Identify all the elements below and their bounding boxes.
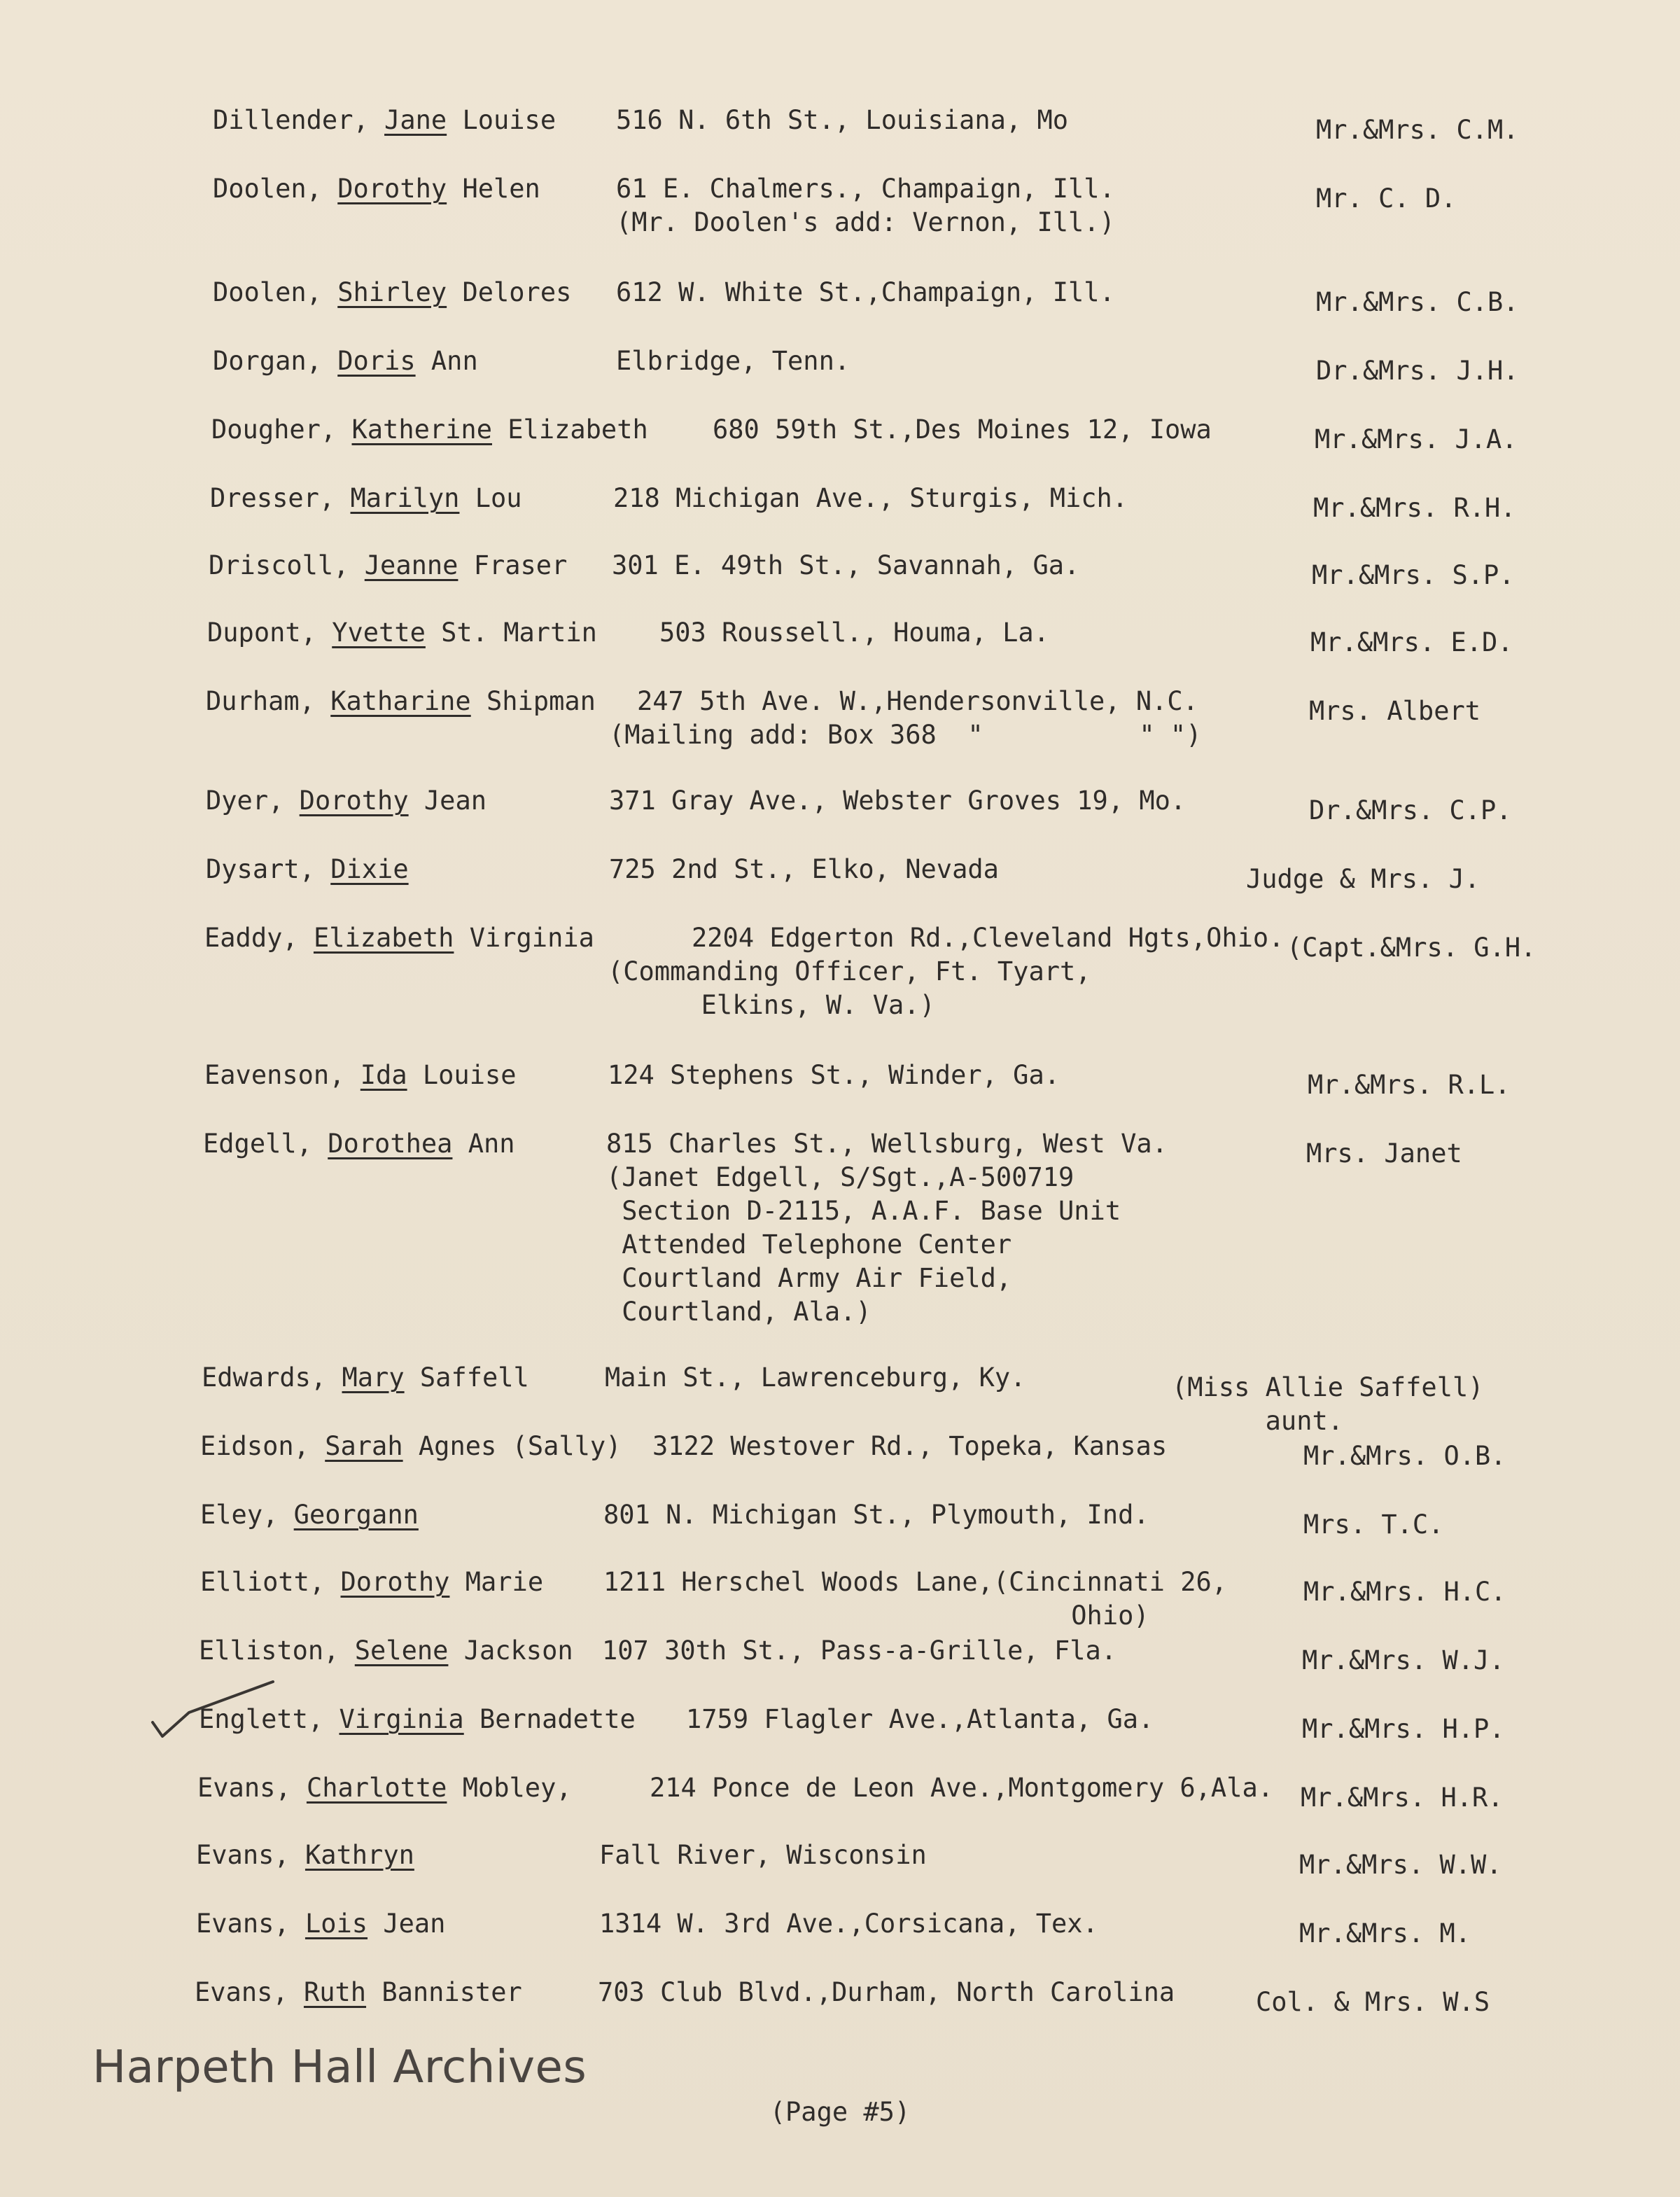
first-name: Charlotte — [306, 1773, 447, 1803]
parent-line: Mrs. T.C. — [1303, 1509, 1444, 1540]
address-line: 301 E. 49th St., Savannah, Ga. — [612, 550, 1080, 580]
parent-line: aunt. — [1172, 1406, 1344, 1436]
parents — [1299, 1848, 1502, 1882]
parent-line: Col. & Mrs. W.S — [1256, 1987, 1490, 2017]
student-name — [200, 1430, 621, 1463]
student-name — [213, 104, 556, 137]
parents — [1309, 794, 1512, 828]
address-line: (Mailing add: Box 368 " " ") — [609, 720, 1202, 750]
student-name — [196, 1839, 414, 1872]
first-name: Ida — [360, 1060, 407, 1090]
first-name: Jeanne — [364, 550, 458, 580]
middle-name: Louise — [462, 105, 556, 135]
parents — [1316, 286, 1519, 319]
address — [599, 1839, 927, 1872]
surname: Driscoll, — [209, 550, 349, 580]
first-name: Dorothy — [299, 786, 409, 816]
first-name: Shirley — [337, 277, 447, 307]
parent-line: (Miss Allie Saffell) — [1172, 1372, 1484, 1402]
surname: Eley, — [200, 1500, 279, 1530]
first-name: Dorothy — [337, 174, 447, 204]
first-name: Selene — [354, 1635, 449, 1666]
address — [613, 482, 1128, 515]
parents — [1310, 626, 1513, 660]
address-line: 214 Ponce de Leon Ave.,Montgomery 6,Ala. — [650, 1773, 1274, 1803]
address — [603, 1565, 1227, 1633]
student-name — [213, 344, 478, 378]
parent-line: Judge & Mrs. J. — [1246, 864, 1480, 894]
first-name: Virginia — [339, 1704, 464, 1734]
address-line: 516 N. 6th St., Louisiana, Mo — [616, 105, 1069, 135]
middle-name: Ann — [468, 1129, 515, 1159]
first-name: Dorothy — [340, 1567, 450, 1597]
first-name: Katharine — [330, 686, 471, 716]
parents — [1303, 1439, 1506, 1473]
first-name: Dixie — [330, 854, 409, 884]
middle-name: Shipman — [486, 686, 596, 716]
surname: Eaddy, — [204, 923, 298, 953]
address — [652, 1430, 1167, 1463]
address — [602, 1634, 1116, 1668]
address-line: 680 59th St.,Des Moines 12, Iowa — [713, 414, 1212, 445]
address — [603, 1498, 1149, 1532]
address — [616, 172, 1115, 239]
address — [659, 616, 1049, 650]
parents — [1299, 1917, 1471, 1951]
parent-line: Mr.&Mrs. W.W. — [1299, 1850, 1502, 1880]
parents — [1309, 695, 1480, 728]
address-line: 107 30th St., Pass-a-Grille, Fla. — [602, 1635, 1117, 1666]
surname: Eavenson, — [204, 1060, 345, 1090]
student-name — [202, 1361, 529, 1395]
address — [609, 784, 1186, 818]
student-name — [211, 413, 648, 447]
middle-name: Marie — [465, 1567, 544, 1597]
first-name: Ruth — [303, 1977, 367, 2007]
middle-name: Ann — [430, 346, 478, 376]
surname: Dorgan, — [213, 346, 322, 376]
address-line: Elkins, W. Va.) — [608, 990, 935, 1020]
page-number: (Page #5) — [769, 2097, 911, 2127]
address-line: 703 Club Blvd.,Durham, North Carolina — [598, 1977, 1175, 2007]
surname: Evans, — [196, 1909, 290, 1939]
surname: Dysart, — [206, 854, 315, 884]
parents — [1316, 113, 1519, 147]
surname: Edgell, — [203, 1129, 312, 1159]
surname: Dougher, — [211, 414, 337, 445]
parents — [1172, 1371, 1484, 1438]
student-name — [210, 482, 522, 515]
parent-line: Mr.&Mrs. S.P. — [1312, 560, 1515, 590]
parent-line: Mr.&Mrs. E.D. — [1310, 627, 1513, 657]
address — [616, 104, 1068, 137]
address-line: 124 Stephens St., Winder, Ga. — [608, 1060, 1060, 1090]
address — [609, 853, 999, 886]
first-name: Yvette — [332, 618, 426, 648]
student-name — [200, 1498, 419, 1532]
middle-name: Bernadette — [479, 1704, 636, 1734]
parents — [1315, 423, 1518, 456]
address-line: Fall River, Wisconsin — [599, 1840, 927, 1870]
parent-line: Dr.&Mrs. C.P. — [1309, 795, 1512, 825]
address-line: 61 E. Chalmers., Champaign, Ill. — [616, 174, 1115, 204]
address-line: Section D-2115, A.A.F. Base Unit — [606, 1196, 1121, 1226]
middle-name: Saffell — [419, 1362, 529, 1393]
student-name — [200, 1565, 543, 1599]
address-line: 3122 Westover Rd., Topeka, Kansas — [652, 1431, 1168, 1461]
student-name — [206, 784, 486, 818]
first-name: Georgann — [293, 1500, 419, 1530]
middle-name: Louise — [422, 1060, 517, 1090]
student-name — [197, 1771, 572, 1805]
middle-name: Elizabeth — [507, 414, 648, 445]
middle-name: Helen — [462, 174, 540, 204]
parent-line: Mr.&Mrs. W.J. — [1302, 1645, 1505, 1675]
first-name: Sarah — [325, 1431, 403, 1461]
student-name — [204, 1059, 517, 1092]
address — [598, 1976, 1175, 2009]
surname: Durham, — [206, 686, 315, 716]
parents — [1302, 1644, 1505, 1678]
parents — [1287, 931, 1536, 965]
student-name — [213, 276, 571, 309]
address-line: 725 2nd St., Elko, Nevada — [609, 854, 999, 884]
surname: Dresser, — [210, 483, 335, 513]
address — [605, 1361, 1026, 1395]
parents — [1313, 491, 1516, 525]
parent-line: Mr.&Mrs. R.H. — [1313, 493, 1516, 523]
middle-name: Bannister — [382, 1977, 522, 2007]
address-line: 801 N. Michigan St., Plymouth, Ind. — [603, 1500, 1149, 1530]
parent-line: Mr.&Mrs. C.M. — [1316, 115, 1519, 145]
address-line: Attended Telephone Center — [606, 1229, 1012, 1260]
student-name — [196, 1907, 445, 1941]
address-line: (Commanding Officer, Ft. Tyart, — [608, 956, 1091, 986]
address — [606, 1127, 1168, 1329]
address-line: 1759 Flagler Ave.,Atlanta, Ga. — [686, 1704, 1154, 1734]
parents — [1306, 1137, 1462, 1171]
surname: Evans, — [197, 1773, 291, 1803]
middle-name: Lou — [475, 483, 522, 513]
address-line: (Mr. Doolen's add: Vernon, Ill.) — [616, 207, 1115, 237]
parent-line: Mrs. Albert — [1309, 696, 1481, 726]
student-name — [207, 616, 597, 650]
middle-name: Fraser — [473, 550, 568, 580]
surname: Elliston, — [199, 1635, 340, 1666]
surname: Edwards, — [202, 1362, 327, 1393]
first-name: Lois — [304, 1909, 368, 1939]
first-name: Kathryn — [304, 1840, 414, 1870]
parent-line: Mr.&Mrs. H.R. — [1301, 1783, 1504, 1813]
parent-line: Mrs. Janet — [1306, 1138, 1462, 1169]
middle-name: Agnes (Sally) — [418, 1431, 622, 1461]
surname: Dyer, — [206, 786, 284, 816]
first-name: Dorothea — [328, 1129, 453, 1159]
parent-line: Mr.&Mrs. M. — [1299, 1918, 1471, 1948]
first-name: Katherine — [351, 414, 492, 445]
address — [686, 1703, 1154, 1736]
surname: Doolen, — [213, 174, 322, 204]
parents — [1302, 1713, 1505, 1746]
address-line: (Janet Edgell, S/Sgt.,A-500719 — [606, 1162, 1074, 1192]
parents — [1308, 1068, 1511, 1102]
parent-line: (Capt.&Mrs. G.H. — [1287, 933, 1536, 963]
parent-line: Mr. C. D. — [1316, 183, 1457, 214]
parents — [1316, 182, 1456, 216]
address-line: 612 W. White St.,Champaign, Ill. — [616, 277, 1115, 307]
address-line: 371 Gray Ave., Webster Groves 19, Mo. — [609, 786, 1186, 816]
address — [612, 549, 1079, 583]
parent-line: Mr.&Mrs. J.A. — [1315, 424, 1518, 454]
address — [713, 413, 1212, 447]
parent-line: Mr.&Mrs. H.C. — [1303, 1577, 1506, 1607]
surname: Evans, — [196, 1840, 290, 1870]
address — [616, 344, 850, 378]
parents — [1316, 354, 1519, 388]
student-name — [199, 1634, 573, 1668]
address-line: Elbridge, Tenn. — [616, 346, 850, 376]
address-line: 218 Michigan Ave., Sturgis, Mich. — [613, 483, 1128, 513]
student-name — [206, 853, 409, 886]
address — [616, 276, 1115, 309]
surname: Dillender, — [213, 105, 369, 135]
address-line: Courtland, Ala.) — [606, 1297, 872, 1327]
middle-name: Jean — [383, 1909, 446, 1939]
first-name: Mary — [342, 1362, 405, 1393]
address-line: Courtland Army Air Field, — [606, 1263, 1012, 1293]
student-name — [206, 685, 596, 718]
parents — [1303, 1508, 1443, 1542]
address — [608, 921, 1284, 1022]
address — [650, 1771, 1273, 1805]
first-name: Jane — [384, 105, 447, 135]
address-line: 815 Charles St., Wellsburg, West Va. — [606, 1129, 1168, 1159]
first-name: Marilyn — [350, 483, 460, 513]
student-name — [213, 172, 540, 206]
parents — [1301, 1781, 1504, 1815]
surname: Eidson, — [200, 1431, 309, 1461]
parent-line: Mr.&Mrs. R.L. — [1308, 1070, 1511, 1100]
surname: Doolen, — [213, 277, 322, 307]
first-name: Elizabeth — [313, 923, 454, 953]
student-name — [203, 1127, 515, 1161]
address — [599, 1907, 1098, 1941]
middle-name: Virginia — [469, 923, 594, 953]
parents — [1246, 863, 1480, 896]
parent-line: Mr.&Mrs. O.B. — [1303, 1441, 1506, 1471]
archive-watermark: Harpeth Hall Archives — [92, 2042, 587, 2093]
parent-line: Mr.&Mrs. C.B. — [1316, 287, 1519, 317]
student-name — [209, 549, 567, 583]
middle-name: Jackson — [463, 1635, 573, 1666]
middle-name: Delores — [462, 277, 572, 307]
middle-name: Jean — [424, 786, 486, 816]
surname: Evans, — [195, 1977, 288, 2007]
middle-name: St. Martin — [441, 618, 597, 648]
address-line: 247 5th Ave. W.,Hendersonville, N.C. — [637, 686, 1198, 716]
address-line: Main St., Lawrenceburg, Ky. — [605, 1362, 1026, 1393]
address-line: 2204 Edgerton Rd.,Cleveland Hgts,Ohio. — [692, 923, 1284, 953]
address — [608, 1059, 1060, 1092]
parents — [1256, 1986, 1490, 2019]
student-name — [204, 921, 594, 955]
parent-line: Mr.&Mrs. H.P. — [1302, 1714, 1505, 1744]
middle-name: Mobley, — [462, 1773, 572, 1803]
address-line: 503 Roussell., Houma, La. — [659, 618, 1049, 648]
first-name: Doris — [337, 346, 416, 376]
address-line: Ohio) — [603, 1600, 1149, 1631]
surname: Dupont, — [207, 618, 316, 648]
surname: Elliott, — [200, 1567, 326, 1597]
address-line: 1314 W. 3rd Ave.,Corsicana, Tex. — [599, 1909, 1098, 1939]
address — [609, 685, 1202, 752]
parent-line: Dr.&Mrs. J.H. — [1316, 356, 1519, 386]
check-mark-icon — [147, 1679, 280, 1742]
address-line: 1211 Herschel Woods Lane,(Cincinnati 26, — [603, 1567, 1228, 1597]
parents — [1312, 559, 1515, 592]
student-name — [195, 1976, 522, 2009]
surname: Englett, — [199, 1704, 324, 1734]
parents — [1303, 1575, 1506, 1609]
